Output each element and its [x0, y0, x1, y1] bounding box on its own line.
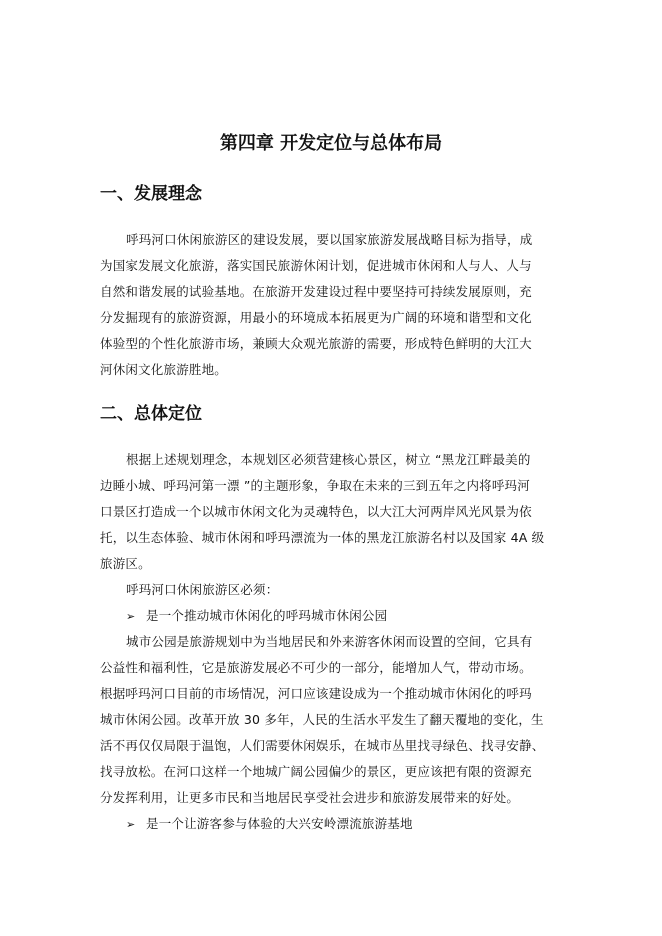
paragraph-line: 托，以生态体验、城市休闲和呼玛漂流为一体的黑龙江旅游名村以及国家 4A 级: [100, 530, 545, 545]
paragraph-line: 自然和谐发展的试验基地。在旅游开发建设过程中要坚持可持续发展原则，充: [100, 284, 532, 299]
paragraph-line: 体验型的个性化旅游市场，兼顾大众观光旅游的需要，形成特色鲜明的大江大: [100, 336, 532, 351]
must-statement: 呼玛河口休闲旅游区必须：: [126, 582, 279, 597]
paragraph-line: 边睡小城、呼玛河第一漂 ”的主题形象，争取在未来的三到五年之内将呼玛河: [100, 478, 530, 493]
paragraph-line: 为国家发展文化旅游，落实国民旅游休闲计划，促进城市休闲和人与人、人与: [100, 258, 532, 273]
paragraph-line: 活不再仅仅局限于温饱，人们需要休闲娱乐，在城市丛里找寻绿色、找寻安静、: [100, 738, 545, 753]
paragraph-line: 公益性和福利性，它是旅游发展必不可少的一部分，能增加人气，带动市场。: [100, 660, 532, 675]
arrowhead-icon: ➢: [126, 610, 136, 623]
bullet-text: 是一个让游客参与体验的大兴安岭漂流旅游基地: [146, 816, 413, 831]
paragraph-line: 河休闲文化旅游胜地。: [100, 362, 228, 377]
paragraph-line: 分发挥利用，让更多市民和当地居民享受社会进步和旅游发展带来的好处。: [100, 790, 520, 805]
paragraph-line: 分发掘现有的旅游资源，用最小的环境成本拓展更为广阔的环境和谐型和文化: [100, 310, 532, 325]
chapter-title: 第四章 开发定位与总体布局: [219, 133, 443, 154]
paragraph-line: 根据呼玛河口目前的市场情况，河口应该建设成为一个推动城市休闲化的呼玛: [100, 686, 532, 701]
bullet-text: 是一个推动城市休闲化的呼玛城市休闲公园: [146, 608, 388, 623]
paragraph-line: 旅游区。: [100, 556, 151, 571]
paragraph-line: 找寻放松。在河口这样一个地城广阔公园偏少的景区，更应该把有限的资源充: [100, 764, 532, 779]
section-heading-overall-positioning: 二、总体定位: [100, 404, 202, 424]
paragraph-line: 口景区打造成一个以城市休闲文化为灵魂特色，以大江大河两岸风光风景为依: [100, 504, 532, 519]
paragraph-line: 根据上述规划理念，本规划区必须营建核心景区，树立 “黑龙江畔最美的: [126, 452, 531, 467]
paragraph-line: 城市休闲公园。改革开放 30 多年，人民的生活水平发生了翻天覆地的变化，生: [100, 712, 544, 727]
arrowhead-icon: ➢: [126, 818, 136, 831]
section-heading-development-concept: 一、发展理念: [100, 184, 202, 204]
paragraph-line: 呼玛河口休闲旅游区的建设发展，要以国家旅游发展战略目标为指导，成: [126, 232, 533, 247]
bullet-item-city-park: [126, 608, 387, 625]
paragraph-line: 城市公园是旅游规划中为当地居民和外来游客休闲而设置的空间，它具有: [126, 634, 533, 649]
bullet-item-rafting-base: [126, 816, 413, 833]
